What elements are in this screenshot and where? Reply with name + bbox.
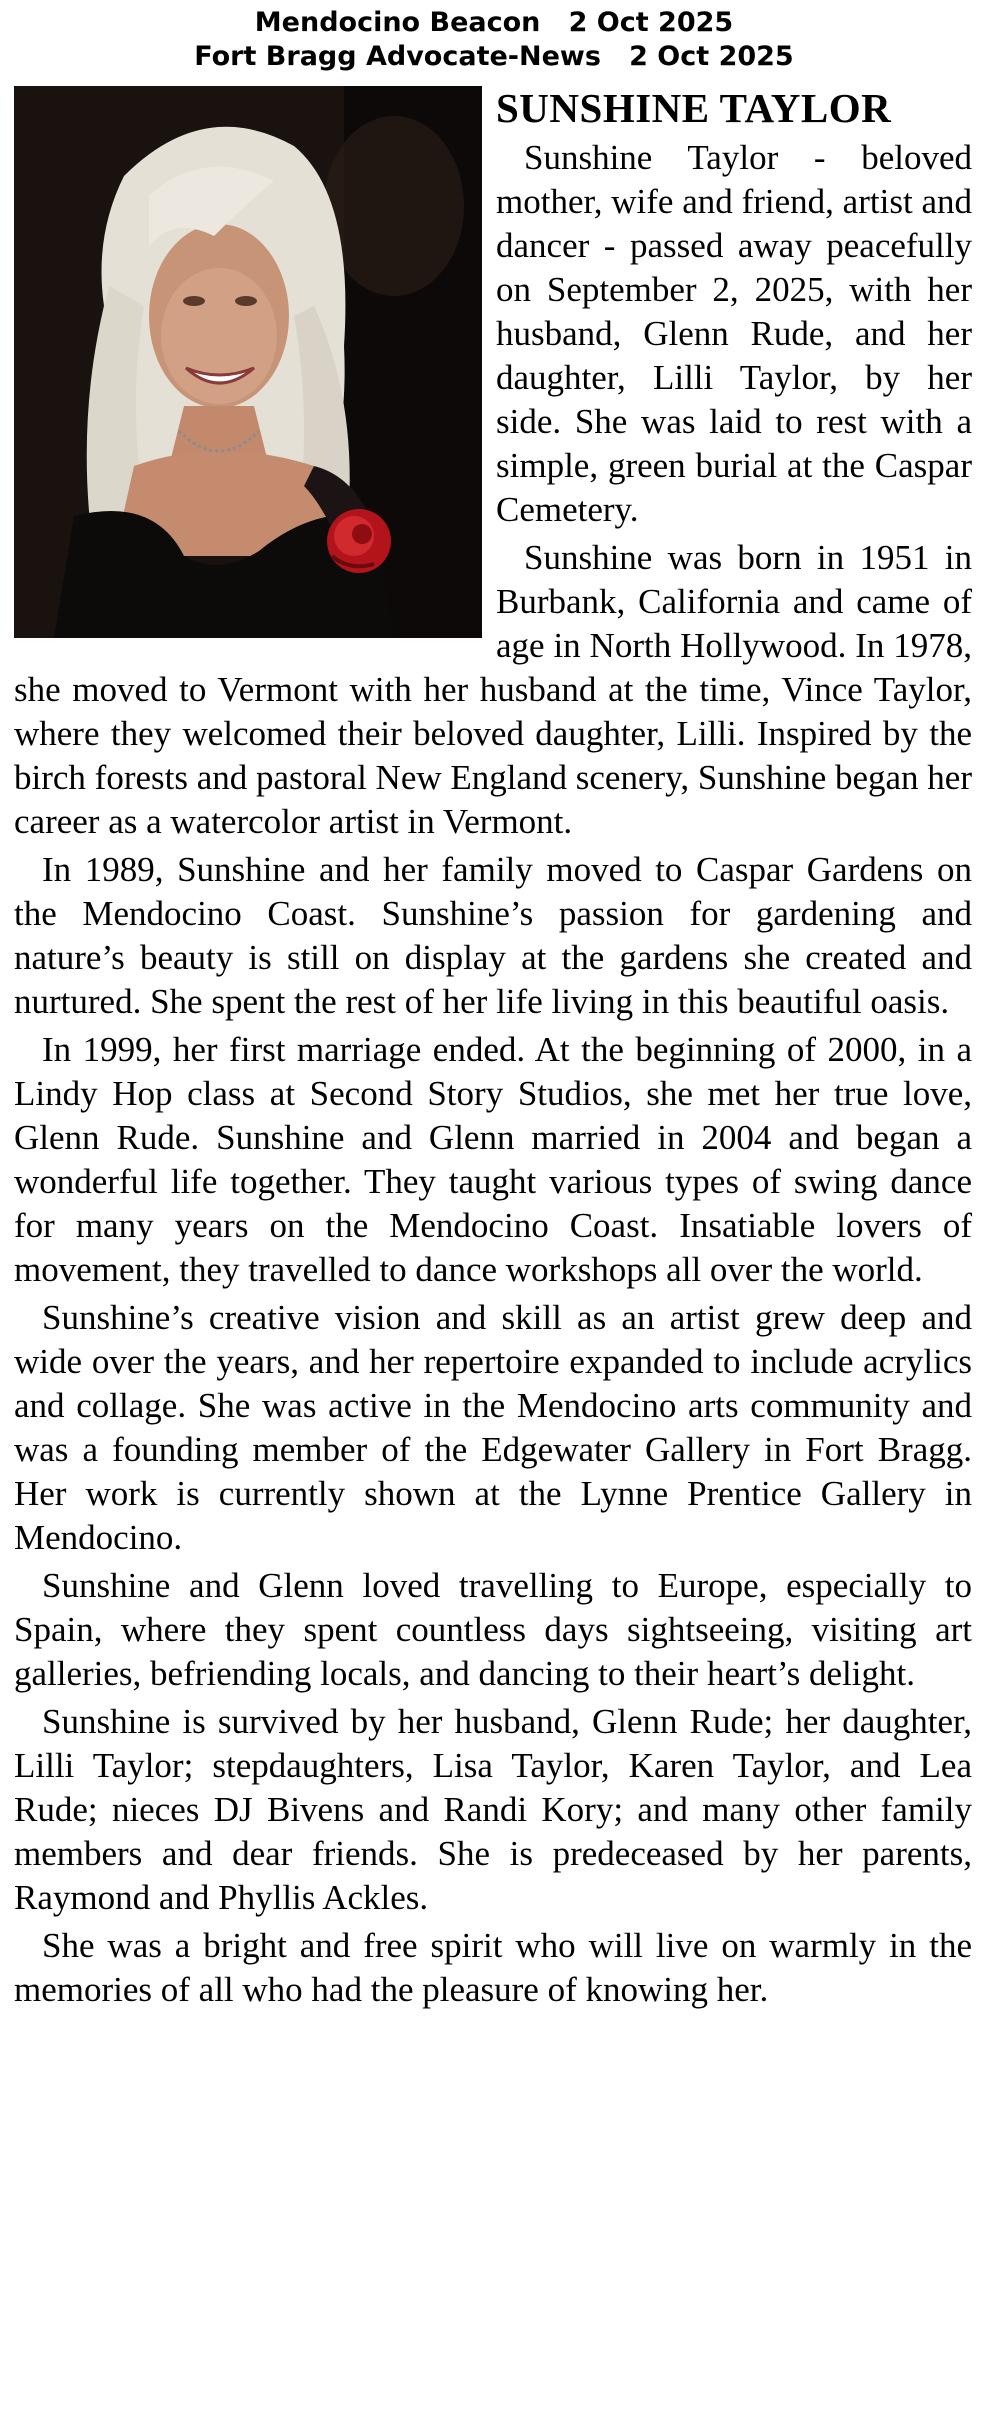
- portrait-photo: [14, 86, 482, 638]
- obituary-paragraph: In 1989, Sunshine and her family moved to Caspar Gardens on the Mendocino Coast. Sunshine’s passion for gardening and nature’s beauty is still on display at the gardens she created and nurtured. She spent the rest of her life living in this beautiful oasis.: [14, 850, 972, 1021]
- deceased-name: SUNSHINE TAYLOR: [496, 85, 892, 131]
- publication-line-1: Mendocino Beacon 2 Oct 2025: [254, 7, 734, 38]
- masthead: [0, 0, 988, 74]
- obituary-article: [14, 86, 972, 2016]
- portrait-illustration: [14, 86, 482, 638]
- obituary-paragraph: She was a bright and free spirit who will live on warmly in the memories of all who had the pleasure of knowing her.: [14, 1926, 972, 2009]
- obituary-paragraph: Sunshine is survived by her husband, Glenn Rude; her daughter, Lilli Taylor; stepdaughters, Lisa Taylor, Karen Taylor, and Lea Rude; nieces DJ Bivens and Randi Kory; and many other family members and dear friends. She is predeceased by her parents, Raymond and Phyllis Ackles.: [14, 1702, 972, 1917]
- obituary-paragraph: Sunshine Taylor - beloved mother, wife and friend, artist and dancer - passed away peacefully on September 2, 2025, with her husband, Glenn Rude, and her daughter, Lilli Taylor, by her side. She was laid to rest with a simple, green burial at the Caspar Cemetery.: [496, 138, 972, 529]
- obituary-paragraph: In 1999, her first marriage ended. At the beginning of 2000, in a Lindy Hop class at Second Story Studios, she met her true love, Glenn Rude. Sunshine and Glenn married in 2004 and began a wonderful life together. They taught various types of swing dance for many years on the Mendocino Coast. Insatiable lovers of movement, they travelled to dance workshops all over the world.: [14, 1030, 972, 1289]
- obituary-paragraph: Sunshine and Glenn loved travelling to Europe, especially to Spain, where they spent countless days sightseeing, visiting art galleries, befriending locals, and dancing to their heart’s delight.: [14, 1566, 972, 1693]
- obituary-paragraph: Sunshine was born in 1951 in Burbank, California and came of age in North Hollywood. In 1978, she moved to Vermont with her husband at the time, Vince Taylor, where they welcomed their beloved daughter, Lilli. Inspired by the birch forests and pastoral New England scenery, Sunshine began her career as a watercolor artist in Vermont.: [14, 538, 972, 841]
- obituary-paragraph: Sunshine’s creative vision and skill as an artist grew deep and wide over the years, and her repertoire expanded to include acrylics and collage. She was active in the Mendocino arts community and was a founding member of the Edgewater Gallery in Fort Bragg. Her work is currently shown at the Lynne Prentice Gallery in Mendocino.: [14, 1298, 972, 1557]
- publication-line-2: Fort Bragg Advocate-News 2 Oct 2025: [194, 41, 794, 72]
